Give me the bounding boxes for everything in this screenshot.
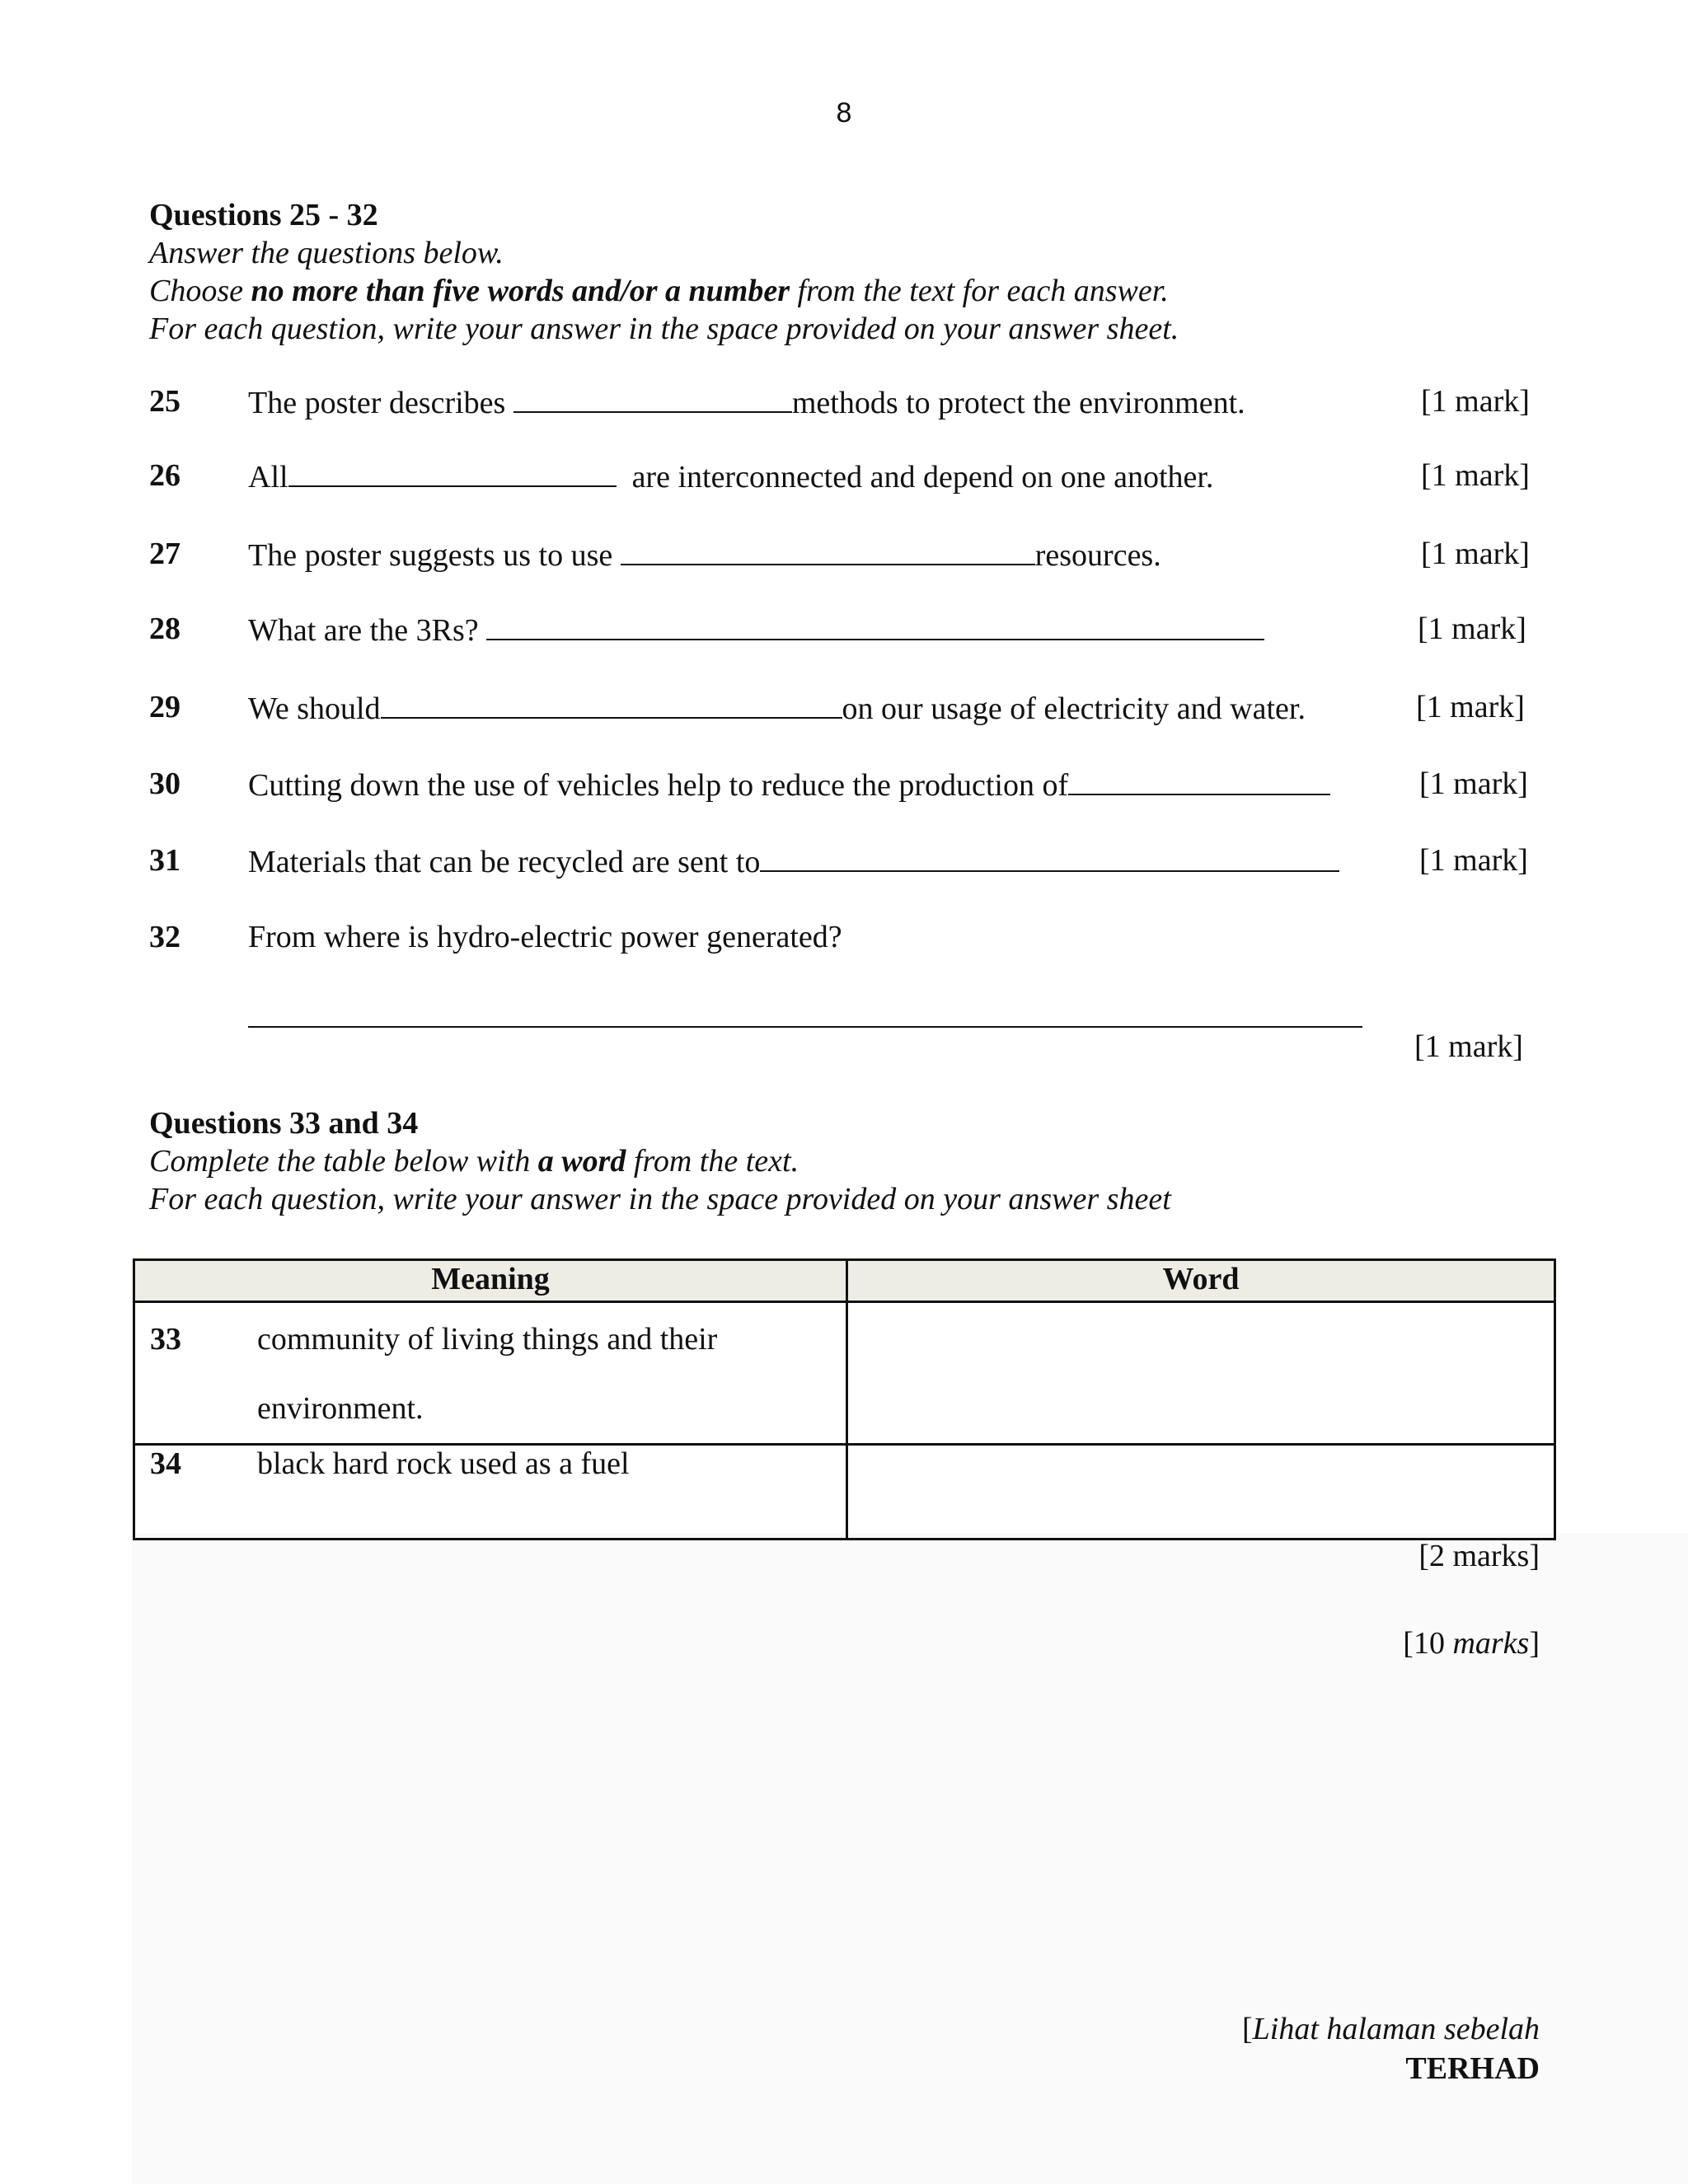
question-number: 25: [149, 384, 181, 419]
question-number: 32: [149, 920, 181, 954]
mark-label: [1 mark]: [1414, 1029, 1523, 1064]
question-number: 26: [149, 458, 181, 493]
question-number: 29: [149, 690, 181, 724]
meaning-line: [135, 1446, 846, 1482]
instruction-emphasis: a word: [537, 1144, 626, 1179]
answer-blank[interactable]: [513, 383, 792, 413]
section-heading: Questions 33 and 34: [149, 1106, 419, 1141]
question-text-post: methods to protect the environment.: [791, 386, 1245, 420]
answer-blank[interactable]: [760, 842, 1339, 872]
question-text-pre: Materials that can be recycled are sent to: [248, 845, 761, 879]
question-text-post: are interconnected and depend on one another.: [616, 460, 1214, 494]
question-text-post: resources.: [1034, 538, 1161, 573]
question-number: 28: [149, 612, 181, 646]
next-page-text: Lihat halaman sebelah: [1252, 2012, 1540, 2046]
question-text: [248, 766, 1330, 804]
vocabulary-table: [133, 1258, 1556, 1540]
question-text-post: on our usage of electricity and water.: [842, 691, 1306, 726]
question-text-pre: All: [248, 460, 288, 494]
mark-label: [1 mark]: [1416, 690, 1525, 724]
word-answer-cell[interactable]: [847, 1445, 1555, 1540]
question-32-mark-row: [0, 1029, 1688, 1070]
answer-line-32[interactable]: [248, 1026, 1362, 1028]
restricted-label: TERHAD: [1405, 2051, 1540, 2086]
question-text: [248, 842, 1339, 880]
meaning-line: environment.: [257, 1391, 424, 1426]
answer-blank[interactable]: [486, 611, 1264, 640]
instruction-emphasis: no more than five words and/or a number: [251, 274, 790, 308]
question-text-pre: What are the 3Rs?: [248, 613, 487, 648]
answer-blank[interactable]: [621, 536, 1035, 565]
table-header-row: [134, 1260, 1555, 1302]
mark-label: [1 mark]: [1419, 766, 1528, 801]
table-row: [134, 1445, 1555, 1540]
question-number: 33: [150, 1322, 181, 1357]
mark-label: [1 mark]: [1418, 612, 1526, 646]
page-footer: [1242, 2009, 1540, 2088]
column-header-word: Word: [847, 1260, 1555, 1302]
section-instructions-33-34: [149, 1104, 1171, 1218]
question-text: From where is hydro-electric power generated?: [248, 920, 842, 954]
instruction-text: from the text for each answer.: [790, 274, 1169, 308]
instruction-line: For each question, write your answer in the space provided on your answer sheet.: [149, 312, 1179, 346]
question-27: [0, 536, 1688, 577]
meaning-cell: [134, 1302, 847, 1445]
question-number: 34: [150, 1446, 181, 1481]
section-instructions-25-32: [149, 196, 1179, 348]
meaning-text: black hard rock used as a fuel: [257, 1446, 630, 1481]
question-text: [248, 457, 1213, 495]
instruction-text: Complete the table below with: [149, 1144, 538, 1179]
mark-label: [1 mark]: [1421, 458, 1530, 493]
next-page-bracket: [: [1242, 2012, 1253, 2046]
question-number: 31: [149, 843, 181, 878]
total-marks-italic: marks: [1452, 1626, 1530, 1661]
question-text-pre: We should: [248, 691, 381, 726]
answer-blank[interactable]: [1068, 766, 1330, 795]
question-31: [0, 842, 1688, 883]
question-25: [0, 383, 1688, 424]
meaning-text: community of living things and their: [257, 1322, 718, 1357]
instruction-text: from the text.: [626, 1144, 799, 1179]
mark-label: [1 mark]: [1421, 537, 1530, 571]
answer-blank[interactable]: [288, 457, 617, 487]
instruction-text: Choose: [149, 274, 251, 308]
table-row: [134, 1302, 1555, 1445]
total-marks-post: ]: [1529, 1626, 1540, 1661]
mark-label: [1 mark]: [1419, 843, 1528, 878]
instruction-line: For each question, write your answer in the space provided on your answer sheet: [149, 1182, 1171, 1216]
question-text: [248, 689, 1306, 727]
table-marks: [2 marks]: [1418, 1539, 1540, 1573]
answer-blank[interactable]: [381, 689, 842, 719]
question-number: 30: [149, 766, 181, 801]
question-text-pre: The poster suggests us to use: [248, 538, 621, 573]
question-30: [0, 766, 1688, 807]
next-page-note: [1242, 2009, 1540, 2049]
question-text: [248, 611, 1264, 649]
total-marks-pre: [10: [1403, 1626, 1453, 1661]
page-number: 8: [836, 97, 852, 129]
meaning-line: [135, 1303, 846, 1357]
instruction-line: [149, 1142, 1171, 1180]
question-29: [0, 689, 1688, 730]
column-header-meaning: Meaning: [134, 1260, 847, 1302]
total-marks: [1403, 1625, 1540, 1661]
question-text-pre: Cutting down the use of vehicles help to reduce the production of: [248, 768, 1069, 803]
instruction-line: [149, 272, 1179, 310]
question-32: [0, 919, 1688, 960]
question-text: [248, 536, 1161, 574]
word-answer-cell[interactable]: [847, 1302, 1555, 1445]
question-26: [0, 457, 1688, 499]
section-heading: Questions 25 - 32: [149, 198, 378, 232]
meaning-cell: [134, 1445, 847, 1540]
question-number: 27: [149, 537, 181, 571]
question-text-pre: The poster describes: [248, 386, 513, 420]
question-text: [248, 383, 1245, 421]
mark-label: [1 mark]: [1421, 384, 1530, 419]
question-28: [0, 611, 1688, 652]
instruction-line: Answer the questions below.: [149, 236, 504, 270]
